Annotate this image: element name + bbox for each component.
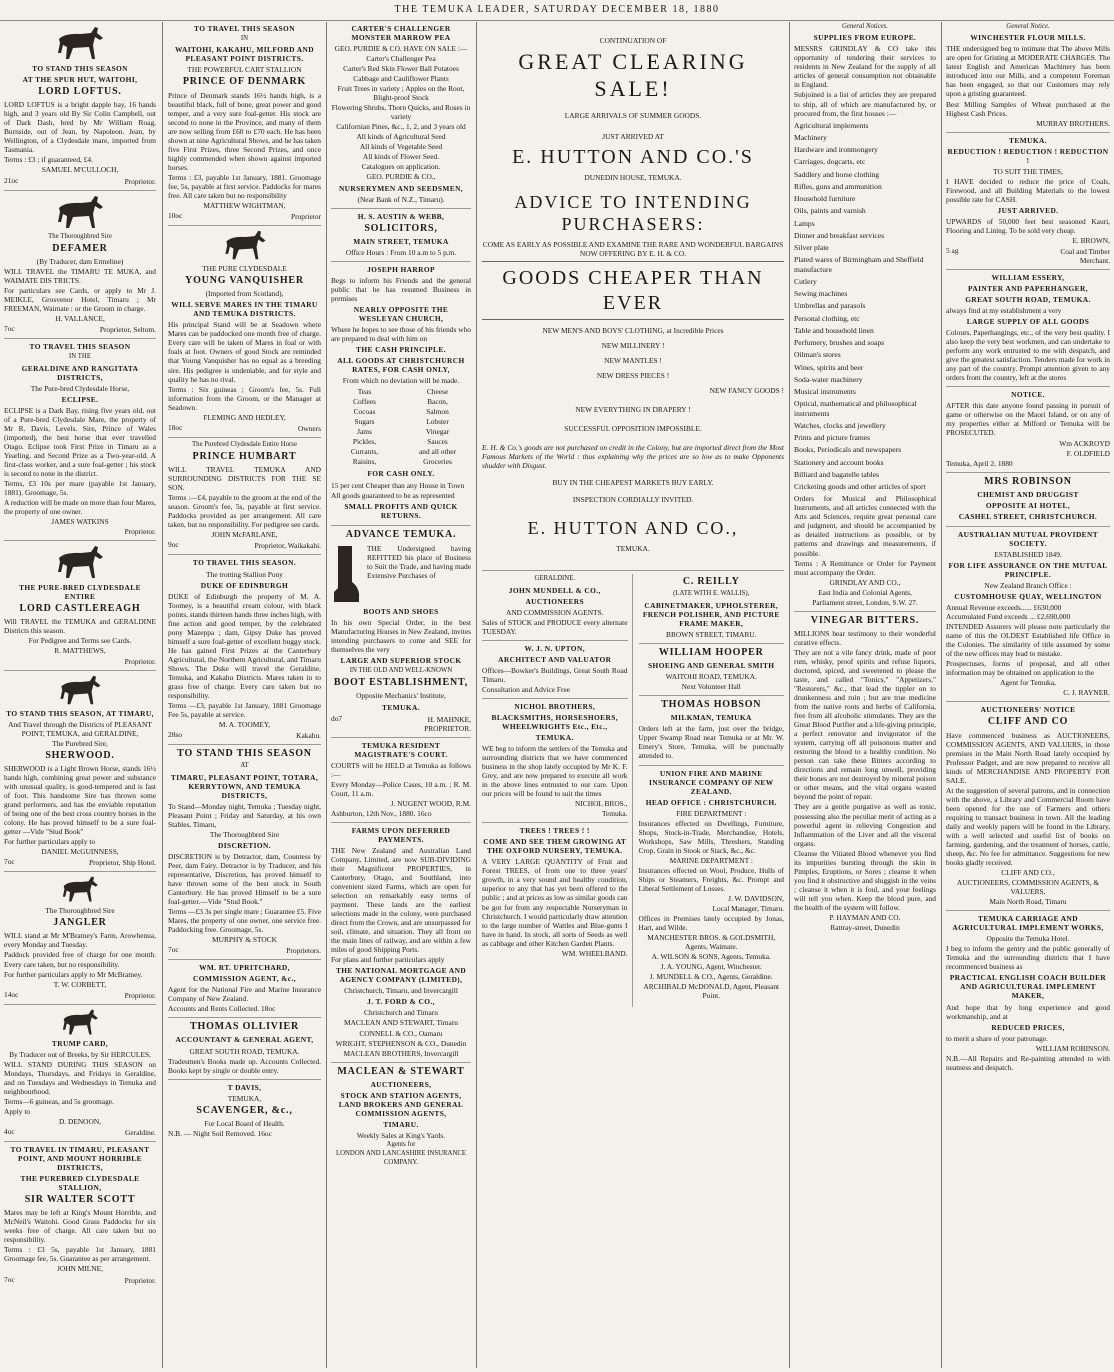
ad-hooper: WILLIAM HOOPER SHOEING AND GENERAL SMITH WAITOHI ROAD, TEMUKA. Next Volunteer Hall [639, 647, 785, 696]
ad-prince-humbart: The Purebred Clydesdale Entire Horse PRINCE HUMBART WILL TRAVEL TEMUKA AND SURROUNDING DISTRICTS FOR THE SE SON. Terms :—£4, payable to the groom at the end of the season. Groom's fee, 5s, payable at first service. Paddocks provided as per arrangement. All care taken, but no responsibility. For pedigree see cards. JOHN McFARLANE, 9oc Proprietor, Waikakahi. [168, 441, 321, 556]
ad-deferred-farms: FARMS UPON DEFERRED PAYMENTS. THE New Zealand and Australian Land Company, Limited, are now SUB-DIVIDING their Magnificent PROPERTIES, in Canterbury, Otago, and Southland, into convenient sized Farms, which are open for selection on remarkably easy terms of payment. These lands are the earliest selections made in the colony, were purchased direct from the Crown, and are unsurpassed for soil, climate, and situation. They all front on the main lines of railway, and are within a few miles of good Shipping Ports. For plans and further particulars apply THE NATIONAL MORTGAGE AND AGENCY COMPANY (LIMITED), Christchurch, Timaru, and Invercargill J. T. FORD & CO., Christchurch and Timaru MACLEAN AND STEWART, Timaru CONNELL & CO., Oamaru WRIGHT, STEPHENSON & CO., Dunedin MACLEAN BROTHERS, Invercargill [331, 826, 471, 1063]
ad-lord-loftus: TO STAND THIS SEASON AT THE SPUR HUT, WAITOHI, LORD LOFTUS. LORD LOFTUS is a bright dapple bay, 16 hands high, and 3 years old By Sir Colin Campbell, out of Dark Dash, bred by Mr William Roag, Burnside, out of Jean, by Napoleon. Jean, by Wellington, of a Clydesdale mare, imported from Tasmania. Terms : £3 ; if guaranteed, £4. SAMUEL M'CULLOCH, 21oc Proprietor. [4, 25, 156, 191]
ad-upritchard: WM. RT. UPRITCHARD, COMMISSION AGENT, &c., Agent for the National Fire and Marine Insurance Company of New Zealand. Accounts and Rents Collected. 18oc [168, 963, 321, 1018]
ad-union-insurance: UNION FIRE AND MARINE INSURANCE COMPANY OF NEW ZEALAND. HEAD OFFICE : CHRISTCHURCH. FIRE DEPARTMENT : Insurances effected on Dwellings, Furniture, Shops, Stock-in-Trade, Merchandise, Hotels, Workshops, Saw Mills, Threshers, Standing Crop, Grain in Stook or Stack, &c., &c. MARINE DEPARTMENT : Insurances effected on Wool, Produce, Hulls of Ships or Steamers, Freights, &c. Prompt and Liberal Settlement of Losses. J. W. DAVIDSON, Local Manager, Timaru. Offices in Premises lately occupied by Jonas, Hart, and Wilde. MANCHESTER BROS. & GOLDSMITH, Agents, Waimate. A. WILSON & SONS, Agents, Temuka. J. A. YOUNG, Agent, Winchester. J. MUNDELL & CO., Agents, Geraldine. ARCHIBALD McDONALD, Agent, Pleasant Point. [638, 768, 784, 1001]
ad-mrs-robinson: MRS ROBINSON CHEMIST AND DRUGGIST OPPOSITE AI HOTEL, CASHEL STREET, CHRISTCHURCH. [946, 476, 1110, 527]
ad-eclipse: TO TRAVEL THIS SEASON IN THE GERALDINE AND RANGITATA DISTRICTS, The Pure-bred Clydesdale Horse, ECLIPSE. ECLIPSE is a Dark Bay, rising five years old, out of a Pure-bred Clydesdale Mare, the property of Mr R. Davis, Levels. Sire, Prince of Wales (imported), the best horse that ever travelled Otago. Eclipse took First Prize in Timaru as a Yearling, and Second Prize as a Two-year-old. A first-class worker, and a sure foal-getter ; his stock is second to none in the district. Terms, £3 10s per mare (payable 1st January, 1881). Groomage, 5s. A reduction will be made on more than four Mares, the property of one owner. JAMES WATKINS Proprietor. [4, 342, 156, 541]
ad-hutton-sale: CONTINUATION OF GREAT CLEARING SALE! LARGE ARRIVALS OF SUMMER GOODS. JUST ARRIVED AT E. HUTTON AND CO.'S DUNEDIN HOUSE, TEMUKA. ADVICE TO INTENDING PURCHASERS: COME AS EARLY AS POSSIBLE AND EXAMINE THE RARE AND WONDERFUL BARGAINS NOW OFFERING BY E. H. & CO. GOODS CHEAPER THAN EVER NEW MEN'S AND BOYS' CLOTHING, at Incredible Prices NEW MILLINERY ! NEW MANTLES ! NEW DRESS PIECES ! NEW FANCY GOODS ! NEW EVERYTHING IN DRAPERY ! SUCCESSFUL OPPOSITION IMPOSSIBLE. E. H. & Co.'s goods are not purchased on credit in the Colony, but are imported direct from the Most Famous Markets of the World : thus explaining why the prices are so low as to make Opponents shudder with Disgust. BUY IN THE CHEAPEST MARKETS BUY EARLY. INSPECTION CORDIALLY INVITED. E. HUTTON AND CO., TEMUKA. [482, 36, 784, 571]
column-1 [0, 22, 160, 1368]
ad-discretion: TO STAND THIS SEASON AT TIMARU, PLEASANT POINT, TOTARA, KERRYTOWN, AND TEMUKA DISTRICTS, To Stand—Monday night, Temuka ; Tuesday night, Pleasant Point ; Friday and Saturday, at his own Stables, Timaru, The Thoroughbred Sire DISCRETION. DISCRETION is by Detractor, dam, Countess by Peer, dam Fairy. Detractor is by Traducer, and his representative, Discretion, has proved himself to have thrown some of the best stock in South Canterbury. He has proved Himself to be a sure foal-getter.—Vide "Stud Book." Terms —£3 3s per single mare ; Guarantee £5. Five Mares, the property of one owner, one service free. Paddocking free. Groomage, 5s. MURPHY & STOCK 7oc Proprietors. [168, 748, 321, 960]
hutton-heading: E. HUTTON AND CO.'S [512, 145, 754, 168]
great-clearing-sale-heading: GREAT CLEARING SALE! [518, 49, 748, 101]
ad-prince-of-denmark: TO TRAVEL THIS SEASON IN WAITOHI, KAKAHU, MILFORD AND PLEASANT POINT DISTRICTS. THE POWERFUL CART STALLION PRINCE OF DENMARK Prince of Denmark stands 16½ hands high, is a beautiful black, full of bone, great power and good temper, and a very sure foal-getter. His stock are second to none in the Province, and many of them are now selling from £60 to £70 each. He has been shown at nine Agricultural Shows, and he has taken five First Prizes, three Second Prizes, and once highly commended when shown against imported horses. Terms : £3, payable 1st January, 1881. Groomage fee, 5s, payable at first service. Paddocks for mares free. All care taken but no responsibility MATTHEW WIGHTMAN, 10oc Proprietor [168, 24, 321, 226]
ad-nichol-brothers: NICHOL BROTHERS, BLACKSMITHS, HORSESHOERS, WHEELWRIGHTS Etc., Etc., TEMUKA. WE beg to inform the settlers of the Temuka and surrounding districts that we have commenced business in the shop lately occupied by Mr K. F. Grey, and are now prepared to execute all work in the above lines entrusted to our care. Upon our prices will be found to suit the times NICHOL BROS., Temuka. [482, 702, 628, 823]
ad-winchester-flour-mills: General Notice. WINCHESTER FLOUR MILLS. THE undersigned beg to intimate that The above Mills are open for Gristing at MODERATE CHARGES. The latest English and American Machinery has been introduced into our Mills, and a competent Foreman has been engaged, so that our Customers may rely upon a gristing guaranteed. Best Milling Samples of Wheat purchased at the Highest Cash Prices. MURRAY BROTHERS. [946, 23, 1110, 133]
horse-icon [57, 1008, 103, 1036]
harrop-goods-list: Teas Coffees Cocoas Sugars Jams Pickles, Currants, Raisins, Cheese Bacon, Salmon Lobster Vinegar Sauces and all other Groceries [350, 387, 456, 467]
ad-notice: NOTICE. AFTER this date anyone found passing in pursuit of game or otherwise on the Maori Island, or on any of my properties either at Milford or Temuka will be PROSECUTED. Wm ACKROYD F. OLDFIELD Temuka, April 2, 1880 [946, 390, 1110, 472]
ad-harrop: JOSEPH HARROP Begs to inform his Friends and the general public that he has resumed Business in premises NEARLY OPPOSITE THE WESLEYAN CHURCH, Where he hopes to see those of his friends who are prepared to deal with him on THE CASH PRINCIPLE. ALL GOODS AT CHRISTCHURCH RATES, FOR CASH ONLY, From which no deviation will be made. Teas Coffees Cocoas Sugars Jams Pickles, Currants, Raisins, Cheese Bacon, Salmon Lobster Vinegar Sauces and all other Groceries FOR CASH ONLY. 15 per cent Cheaper than any House in Town All goods guaranteed to be as represented SMALL PROFITS AND QUICK RETURNS. [331, 265, 471, 526]
column-5 [790, 22, 940, 1368]
ad-duke-of-edinburgh: TO TRAVEL THIS SEASON. The trotting Stallion Pony DUKE OF EDINBURGH DUKE of Edinburgh the property of M. A. Toomey, is a beautiful cream colour, with black points, stands thirteen hands three inches high, with fine action and good temper, by the celebrated pony Mazeppa ; dam, Gipsy Duke has proved himself a sure foal-getter of excellent buggy stock. He has gained First Prizes at the Canterbury Agricultural, the Northern Agricultural, and Timaru Shows. The Duke will travel the Geraldine, Temuka, and Kakahu Districts. Mares taken in to grass free of charge. Every care taken but no responsibility. Terms —£3, payable 1st January, 1881 Groomage Fee 5s, payable at service. M. A. TOOMEY, 28so Kakahu. [168, 558, 321, 745]
horse-icon [54, 674, 106, 706]
column-rule [476, 22, 477, 1368]
ad-young-vanquisher: THE PURE CLYDESDALE YOUNG VANQUISHER (Imported from Scotland), WILL SERVE MARES IN THE TIMARU AND TEMUKA DISTRICTS. His principal Stand will be at Seadown where Mares can be paddocked one month free of charge. Every care will be taken of Mares in foal or with foals at foot. Owners of good Stock are reminded that Young Vanquisher has no equal as a breeding sire. His pedigree is undeniable, and for style and quality he has no rival. Terms : Six guineas ; Groom's fee, 5s. Full information from the Groom, or the Manager at Seadown. FLEMING AND HEDLEY, 18oc Owners [168, 229, 321, 438]
boot-icon [332, 546, 360, 602]
ad-carriage-works: TEMUKA CARRIAGE AND AGRICULTURAL IMPLEMENT WORKS, Opposite the Temuka Hotel. I beg to inform the gentry and the public generally of Temuka and the surrounding districts that I have recommenced business as PRACTICAL ENGLISH COACH BUILDER AND AGRICULTURAL IMPLEMENT MAKER, And hope that by long experience and good workmanship, and at REDUCED PRICES, to merit a share of your patronage. WILLIAM ROBINSON. N.B.—All Repairs and Re-painting attended to with neatness and despatch. [946, 914, 1110, 1072]
ad-walter-scott: TO TRAVEL IN TIMARU, PLEASANT POINT, AND MOUNT HORRIBLE DISTRICTS, THE PUREBRED CLYDESDALE STALLION, SIR WALTER SCOTT Mares may be left at King's Mount Horrible, and McNeil's Waitohi. Good Grass Paddocks for six weeks free of charge. All care taken but no responsibility. Terms : £3 5s, payable 1st January, 1881 Groomage fee, 5s. Guarantee as per arrangement. JOHN MILNE, 7oc Proprietor. [4, 1144, 156, 1285]
ad-castlereagh: THE PURE-BRED CLYDESDALE ENTIRE LORD CASTLEREAGH Will TRAVEL the TEMUKA and GERALDINE Districts this season. For Pedigree and Terms see Cards. R. MATTHEWS, Proprietor. [4, 544, 156, 670]
column-2 [164, 22, 325, 1368]
ad-austin-webb: H. S. AUSTIN & WEBB, SOLICITORS, MAIN STREET, TEMUKA Office Hours : From 10 a.m to 5 p.m. [331, 212, 471, 262]
horse-icon [51, 544, 109, 580]
europe-articles-list: Agricultural implements Machinery Hardware and ironmongery Carriages, dogcarts, etc Saddlery and horse clothing Rifles, guns and ammunition Household furniture Oils, paints and varnish Lamps Dinner and breakfast services Silver plate Plated wares of Birmingham and Sheffield manufacture Cutlery Sewing machines Umbrellas and parasols Personal clothing, etc Table and household linen Perfumery, brushes and soaps Oilman's stores Wines, spirits and beer Soda-water machinery Musical instruments Optical, mathematical and philosophical instruments Watches, clocks and jewellery Prints and picture frames Books, Periodicals and newspapers Stationery and account books Billiard and bagatelle tables Cricketing goods and other articles of sport [794, 120, 926, 492]
ad-supplies-from-europe: General Notices. SUPPLIES FROM EUROPE. MESSRS GRINDLAY & CO take this opportunity of tendering their services to residents in New Zealand for the supply of all articles of general consumption not obtainable in England. Subjoined is a list of articles they are prepared to ship, all of which are manufactured by, or procured from, the first houses :— Agricultural implements Machinery Hardware and ironmongery Carriages, dogcarts, etc Saddlery and horse clothing Rifles, guns and ammunition Household furniture Oils, paints and varnish Lamps Dinner and breakfast services Silver plate Plated wares of Birmingham and Sheffield manufacture Cutlery Sewing machines Umbrellas and parasols Personal clothing, etc Table and household linen Perfumery, brushes and soaps Oilman's stores Wines, spirits and beer Soda-water machinery Musical instruments Optical, mathematical and philosophical instruments Watches, clocks and jewellery Prints and picture frames Books, Periodicals and newspapers Stationery and account books Billiard and bagatelle tables Cricketing goods and other articles of sport Orders for Musical and Philosophical Instruments, and all articles connected with the Arts and Sciences, require great personal care and judgment, and should be accompanied by as detailed instructions as possible, or by patterns and drawings and measurements, if possible. Terms : A Remittance or Order for Payment must accompany the Order. GRINDLAY AND CO., East India and Colonial Agents, Parliament street, London, S.W. 27. [794, 23, 936, 612]
ad-e-brown: TEMUKA. REDUCTION ! REDUCTION ! REDUCTION ! TO SUIT THE TIMES, I HAVE decided to reduce the price of Coals, Firewood, and all Building Materials to the lowest possible rate for CASH. JUST ARRIVED. UPWARDS of 50,000 feet best seasoned Kauri, Flooring and Lining. To be sold very cheap. E. BROWN, 5 ag Coal and Timber Merchant. [946, 136, 1110, 270]
column-4 [478, 22, 788, 1368]
ad-mundell: GERALDINE. JOHN MUNDELL & CO., AUCTIONEERS AND COMMISSION AGENTS. Sales of STOCK and PRODUCE every alternate TUESDAY. [482, 575, 628, 640]
ad-hobson: THOMAS HOBSON MILKMAN, TEMUKA Orders left at the farm, just over the bridge, Upper Swamp Road near Temuka or at Mr. W. Emery's Store, Temuka, will be punctually attended to. [639, 699, 785, 765]
ad-amp-society: AUSTRALIAN MUTUAL PROVIDENT SOCIETY. ESTABLISHED 1849. FOR LIFE ASSURANCE ON THE MUTUAL PRINCIPLE. New Zealand Branch Office : CUSTOMHOUSE QUAY, WELLINGTON Annual Revenue exceeds...... £630,000 Accumulated Fund exceeds ... £2,690,000 INTENDED Assurers will please note particularly the name of this the OLDEST Established life Office in the Colonies. The similarity of title assumed by some of the new offices may lead to mistake. Prospectuses, forms of proposal, and all other information may be obtained on application to the Agent for Temuka, C. J. RAYNER. [946, 530, 1110, 703]
ad-essery: WILLIAM ESSERY, PAINTER AND PAPERHANGER, GREAT SOUTH ROAD, TEMUKA. always find at my establishment a very LARGE SUPPLY OF ALL GOODS Colours, Paperhangings, etc., of the very best quality. I also keep the very best workmen, and can undertake to perform any work entrusted to me with despatch, and give the greatest satisfaction. Tenders made for work in any part of the country. Prompt attention given to any orders from the country, left at the stores [946, 273, 1110, 387]
horse-icon [51, 25, 109, 61]
goods-cheaper-heading: GOODS CHEAPER THAN EVER [502, 267, 764, 314]
column-6 [942, 22, 1114, 1368]
ad-oxford-nursery: TREES ! TREES ! ! COME AND SEE THEM GROWING AT THE OXFORD NURSERY, TEMUKA. A VERY LARGE QUANTITY of Fruit and Forest TREES, of from one to three years' growth, in a very sound and healthy condition, superior to any that has yet been offered to the public ; and at prices as low as similar goods can be got for from any respectable Nurseryman in Christchurch. I would particularly draw attention to the large number of Wattles and Blue-gums I have in hand. In stock, all sorts of Seeds as well as cabbage and other Kitchen Garden Plants. WM. WHEELBAND. [482, 826, 628, 958]
ad-upton: W. J. N. UPTON, ARCHITECT AND VALUATOR Offices—Bowker's Buildings, Great South Road Timaru. Consultation and Advice Free [482, 644, 628, 699]
ad-purdie: CARTER'S CHALLENGER MONSTER MARROW PEA GEO. PURDIE & CO. HAVE ON SALE :— Carter's Challenger Pea Carter's Red Skin Flower Ball Potatoes Cabbage and Cauliflower Plants Fruit Trees in variety ; Apples on the Root, Blight-proof Stock Flowering Shrubs, Thorn Quicks, and Roses in variety Californian Pines, &c., 1, 2, and 3 years old All kinds of Agricultural Seed All kinds of Vegetable Seed All kinds of Flower Seed. Catalogues on application. GEO. PURDIE & CO., NURSERYMEN AND SEEDSMEN, (Near Bank of N.Z., Timaru). [331, 24, 471, 209]
ad-defamer: The Thoroughbred Sire DEFAMER (By Traducer, dam Ermeline) WILL TRAVEL the TIMARU TE MUKA, and WAIMATE DIS TRICTS. For particulars see Cards, or apply to Mr J. MEIKLE, Grosvenor Hotel, Timaru ; Mr FREEMAN, Waimate : or the Groom in charge. H. VALLANCE, 7oc Proprietor, Seltom. [4, 194, 156, 340]
ad-sherwood: TO STAND THIS SEASON, AT TIMARU, And Travel through the Districts of PLEASANT POINT, TEMUKA, and GERALDINE, The Purebred Sire, SHERWOOD. SHERWOOD is a Light Brown Horse, stands 16½ hands high, combining great power and substance with unusual quality, is good-tempered and is fast of foot. This handsome Sire has thrown some grand performers, and has the enviable reputation of being one of the best cross country horses in the colony. He has proved himself to be a sure foal-getter —Vide "Stud Book" For further particulars apply to DANIEL McGUINNESS, 7oc Proprietor, Ship Hotel. [4, 674, 156, 873]
purdie-list: Carter's Challenger Pea Carter's Red Skin Flower Ball Potatoes Cabbage and Cauliflower Plants Fruit Trees in variety ; Apples on the Root, Blight-proof Stock Flowering Shrubs, Thorn Quicks, and Roses in variety Californian Pines, &c., 1, 2, and 3 years old All kinds of Agricultural Seed All kinds of Vegetable Seed All kinds of Flower Seed. [331, 54, 471, 162]
ad-magistrates-court: TEMUKA RESIDENT MAGISTRATE'S COURT. COURTS will be HELD at Temuka as follows :— Every Monday—Police Cases, 10 a.m. ; R. M. Court, 11 a.m. J. NUGENT WOOD, R.M. Ashburton, 12th Nov., 1880. 16co [331, 741, 471, 823]
advice-heading: ADVICE TO INTENDING PURCHASERS: [514, 192, 752, 235]
ad-jangler: The Thoroughbred Sire JANGLER WILL stand at Mr M'Bratney's Farm, Arowhenua, every Monday and Tuesday. Paddock provided free of charge for one month. Every care taken, but no responsibility. For further particulars apply to Mr McBratney. T. W. CORBETT, 14oc Proprietor. [4, 875, 156, 1004]
horse-icon [51, 194, 109, 230]
ad-davis: T DAVIS, TEMUKA, SCAVENGER, &c., For Local Board of Health. N.B. — Night Soil Removed. 16oc [168, 1082, 293, 1138]
column-rule [162, 22, 163, 1368]
ad-vinegar-bitters: VINEGAR BITTERS. MILLIONS bear testimony to their wonderful curative effects. They are not a vile fancy drink, made of poor rum, whisky, proof spirits and refuse liquors, doctored, spiced, and sweetened to please the taste, and called "Tonics," "Appetizers," "Restorers," &c., that lead the tippler on to drunkenness and ruin ; but are true medicine from the native roots and herbs of California, free from all alcoholic stimulants. They are the Great Blood Purifier and a life-giving principle, a perfect renovator and invigorator of the system, carrying off all poisonous matter and restoring the blood to a healthy condition. No person can take these Bitters according to directions and remain long unwell, providing their bones are not destroyed by mineral poison or other means, and the vital organs wasted beyond the point of repair. They are a gentle purgative as well as tonic, possessing also the peculiar merit of acting as a powerful agent in relieving Congestion and Inflammation of the Liver and all the visceral organs. Cleanse the Vitiated Blood whenever you find its impurities bursting through the skin in Pimples, Eruptions, or Sores ; cleanse it when you find it obstructive and sluggish in the veins ; cleanse it when it is foul, and your feelings will tell you when. Keep the blood pure, and the health of the system will follow. P. HAYMAN AND CO. Rattray-street, Dunedin [794, 614, 936, 932]
horse-icon [219, 229, 271, 261]
masthead: THE TEMUKA LEADER, SATURDAY DECEMBER 18, 1880 [0, 0, 1114, 21]
ad-reilly: C. REILLY (LATE WITH E. WALLIS), CABINETMAKER, UPHOLSTERER, FRENCH POLISHER, AND PICTURE FRAME MAKER, BROWN STREET, TIMARU. [639, 576, 785, 644]
column-3 [327, 22, 475, 1368]
ad-advance-temuka: ADVANCE TEMUKA. THE Undersigned having REFITTED his place of Business to Suit the Trade, and having made Extensive Purchases of BOOTS AND SHOES In his own Special Order, in the best Manufacturing Houses in New Zealand, invites intending purchasers to come and SEE for themselves the very LARGE AND SUPERIOR STOCK IN THE OLD AND WELL-KNOWN BOOT ESTABLISHMENT, Opposite Mechanics' Institute, TEMUKA. do7 H. MAHNKE, PROPRIETOR. [331, 529, 471, 738]
horse-icon [57, 875, 103, 903]
ad-ollivier: THOMAS OLLIVIER ACCOUNTANT & GENERAL AGENT, GREAT SOUTH ROAD, TEMUKA. Tradesmen's Books made up. Accounts Collected. Books kept by single or double entry. [168, 1021, 321, 1079]
ad-trump-card: TRUMP CARD, By Traducer out of Breeks, by Sir HERCULES, WILL STAND DURING THIS SEASON on Mondays, Thursdays, and Fridays in Geraldine, and on Tuesdays and Wednesdays in Temuka and neighbourhood. Terms—6 guineas, and 5s groomage. Apply to D. DENOON, 4oc Geraldine. [4, 1008, 156, 1142]
column-4-lower [482, 574, 784, 1007]
ad-maclean-stewart: MACLEAN & STEWART AUCTIONEERS, STOCK AND STATION AGENTS, LAND BROKERS AND GENERAL COMMISSION AGENTS, TIMARU. Weekly Sales at King's Yards. Agents for LONDON AND LANCASHIRE INSURANCE COMPANY. [335, 1065, 467, 1166]
ad-cliff-and-co: AUCTIONEERS' NOTICE CLIFF AND CO Have commenced business as AUCTIONEERS, COMMISSION AGENTS, AND VALUERS, in those premises in the Main North Road lately occupied by Professor Padget, and are now prepared to receive all kinds of MERCHANDISE AND PROPERTY FOR SALE. At the suggestion of several patrons, and in connection with the above, a Library and Commercial Room have been opened for the use of Farmers and others requiring to transact business in town. All the leading daily and weekly papers will be found in the Library, with a well selected and useful list of books on farming, gardening, and the treatment of horses, cattle, sheep, &c. No fee for admittance. Suggestions for new books gladly received. CLIFF AND CO., AUCTIONEERS, COMMISSION AGENTS, & VALUERS, Main North Road, Timaru [946, 705, 1110, 911]
